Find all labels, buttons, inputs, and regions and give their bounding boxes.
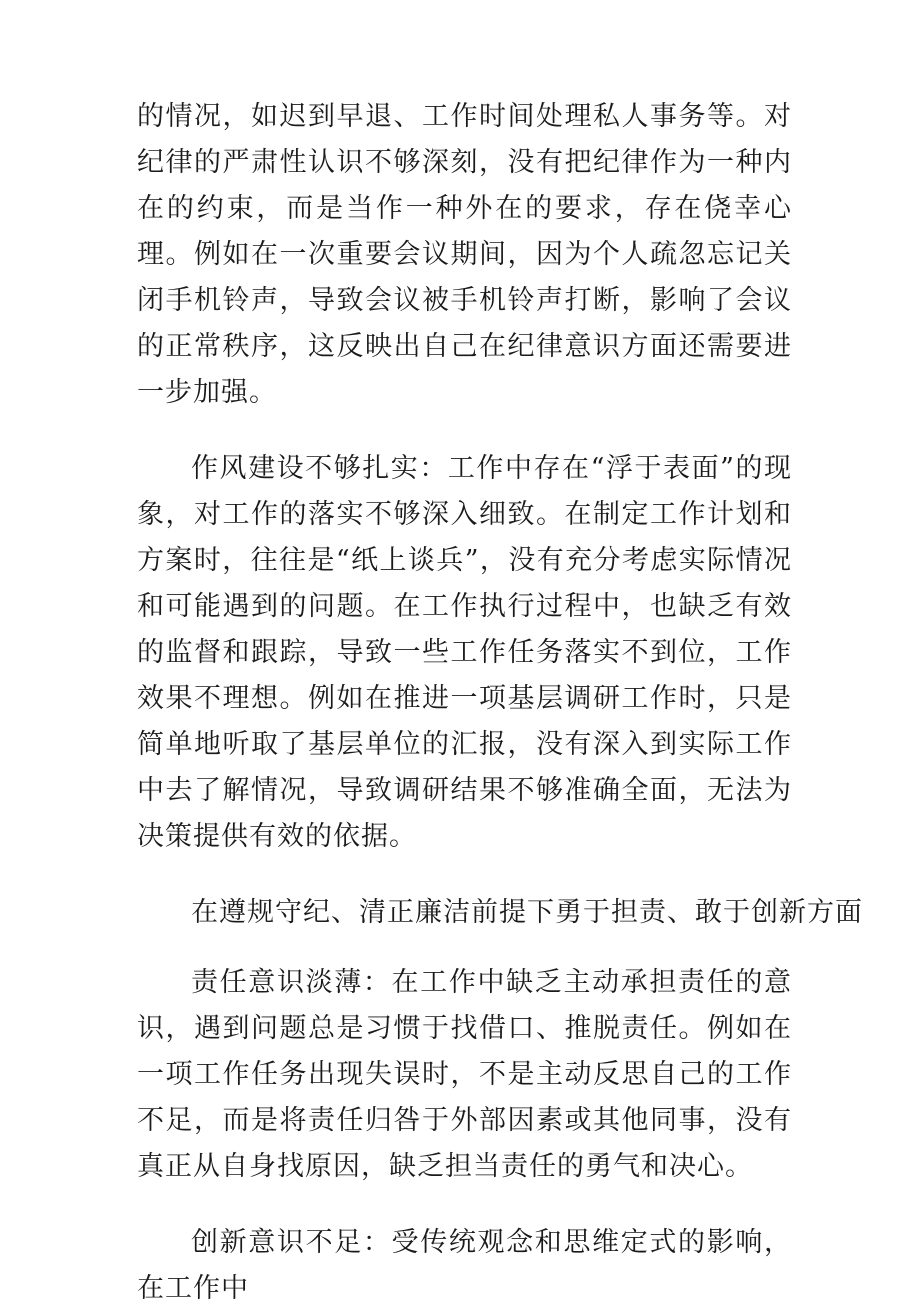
paragraph-innovation: 创新意识不足：受传统观念和思维定式的影响，在工作中 [137, 1227, 792, 1304]
paragraph-responsibility: 责任意识淡薄：在工作中缺乏主动承担责任的意识，遇到问题总是习惯于找借口、推脱责任。例如在一项工作任务出现失误时，不是主动反思自己的工作不足，而是将责任归咎于外部因素或其他同事，没有真正从自身找原因，缺乏担当责任的勇气和决心。 [137, 967, 792, 1182]
paragraph-discipline-continuation: 的情况，如迟到早退、工作时间处理私人事务等。对纪律的严肃性认识不够深刻，没有把纪律作为一种内在的约束，而是当作一种外在的要求，存在侥幸心理。例如在一次重要会议期间，因为个人疏忽忘记关闭手机铃声，导致会议被手机铃声打断，影响了会议的正常秩序，这反映出自己在纪律意识方面还需要进一步加强。 [137, 101, 792, 408]
section-heading: 在遵规守纪、清正廉洁前提下勇于担责、敢于创新方面 [191, 897, 863, 928]
paragraph-work-style: 作风建设不够扎实：工作中存在“浮于表面”的现象，对工作的落实不够深入细致。在制定工作计划和方案时，往往是“纸上谈兵”，没有充分考虑实际情况和可能遇到的问题。在工作执行过程中，也缺乏有效的监督和跟踪，导致一些工作任务落实不到位，工作效果不理想。例如在推进一项基层调研工作时，只是简单地听取了基层单位的汇报，没有深入到实际工作中去了解情况，导致调研结果不够准确全面，无法为决策提供有效的依据。 [137, 453, 792, 852]
